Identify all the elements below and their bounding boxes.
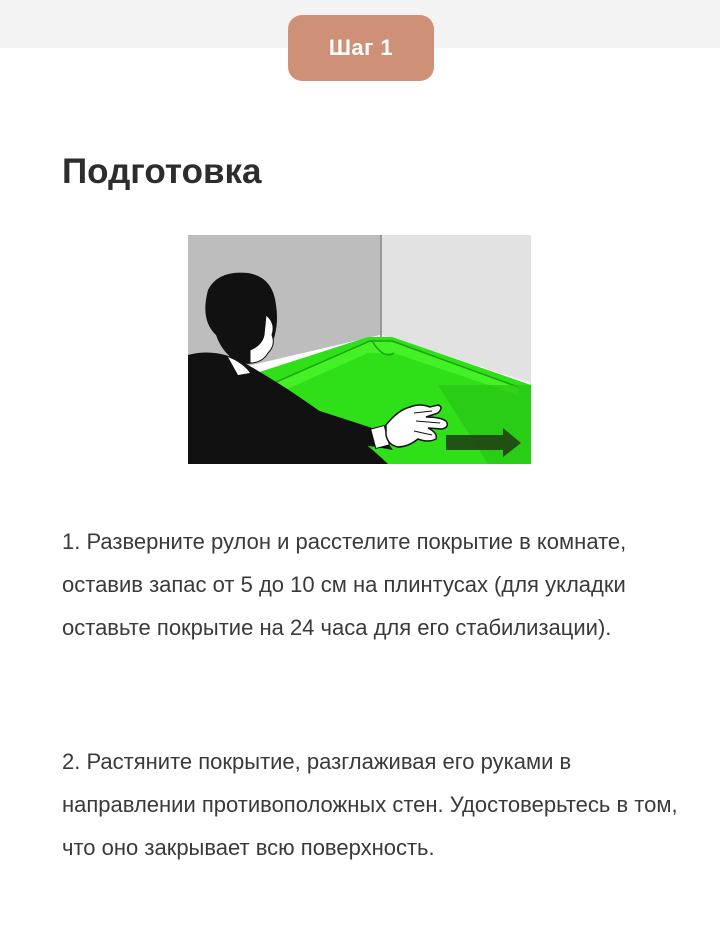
floor-laying-illustration (188, 235, 531, 464)
instruction-paragraph-1: 1. Разверните рулон и расстелите покрытие в комнате, оставив запас от 5 до 10 см на плинтусах (для укладки оставьте покрытие на 24 часа для его стабилизации). (62, 529, 627, 640)
step-badge: Шаг 1 (288, 15, 434, 81)
page-title: Подготовка (62, 152, 262, 191)
instruction-paragraph-2: 2. Растяните покрытие, разглаживая его руками в направлении противоположных стен. Удостоверьтесь в том, что оно закрывает всю поверхность. (62, 749, 678, 860)
